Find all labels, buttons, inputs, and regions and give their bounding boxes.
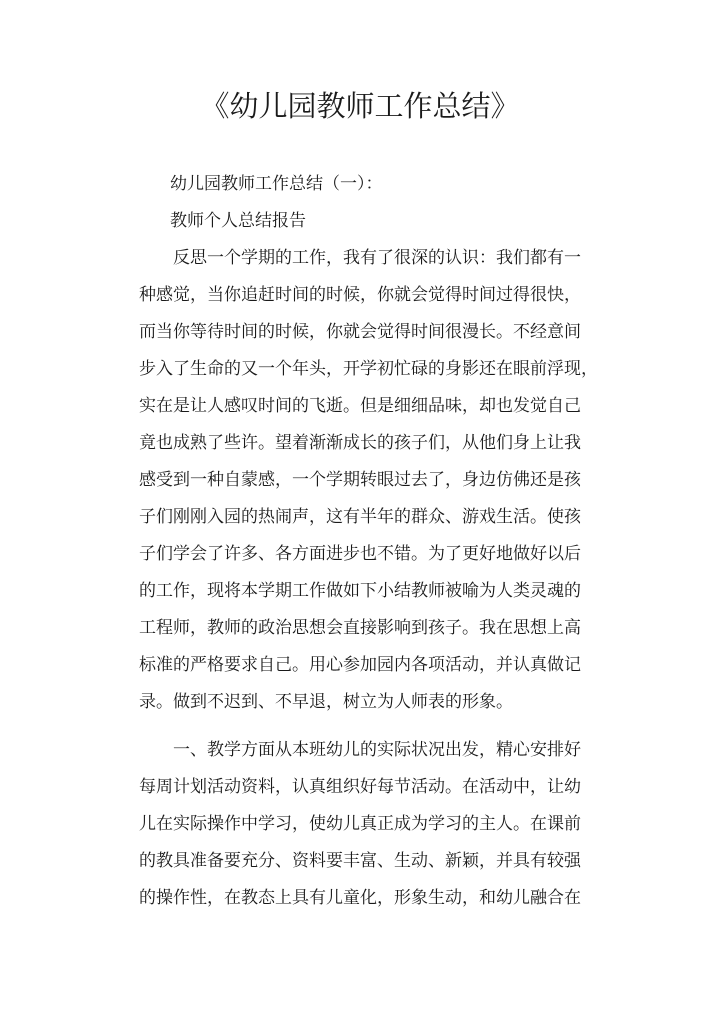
paragraph-1-line-8: 子们刚刚入园的热闹声，这有半年的群众、游戏生活。使孩 bbox=[139, 507, 581, 527]
paragraph-1-line-9: 子们学会了许多、各方面进步也不错。为了更好地做好以后 bbox=[139, 544, 581, 564]
section-heading: 幼儿园教师工作总结（一）： bbox=[170, 174, 383, 194]
subheading: 教师个人总结报告 bbox=[170, 211, 306, 231]
paragraph-2-line-2: 每周计划活动资料，认真组织好每节活动。在活动中，让幼 bbox=[139, 777, 581, 797]
paragraph-1-line-1: 反思一个学期的工作，我有了很深的认识：我们都有一 bbox=[173, 248, 581, 268]
paragraph-1-line-2: 种感觉，当你追赶时间的时候，你就会觉得时间过得很快， bbox=[139, 285, 581, 305]
paragraph-2-line-5: 的操作性，在教态上具有儿童化，形象生动，和幼儿融合在 bbox=[139, 888, 581, 908]
paragraph-1-line-7: 感受到一种自蒙感，一个学期转眼过去了，身边仿佛还是孩 bbox=[139, 470, 581, 490]
paragraph-1-line-5: 实在是让人感叹时间的飞逝。但是细细品味，却也发觉自己 bbox=[139, 396, 581, 416]
paragraph-1-line-3: 而当你等待时间的时候，你就会觉得时间很漫长。不经意间 bbox=[139, 322, 581, 342]
paragraph-2-line-4: 的教具准备要充分、资料要丰富、生动、新颖，并具有较强 bbox=[139, 851, 581, 871]
paragraph-2-line-1: 一、教学方面从本班幼儿的实际状况出发，精心安排好 bbox=[173, 740, 581, 760]
paragraph-1-line-11: 工程师，教师的政治思想会直接影响到孩子。我在思想上高 bbox=[139, 618, 581, 638]
document-title: 《幼儿园教师工作总结》 bbox=[200, 89, 520, 123]
paragraph-2-line-3: 儿在实际操作中学习，使幼儿真正成为学习的主人。在课前 bbox=[139, 814, 581, 834]
paragraph-1-line-10: 的工作，现将本学期工作做如下小结教师被喻为人类灵魂的 bbox=[139, 581, 581, 601]
paragraph-1-line-12: 标准的严格要求自己。用心参加园内各项活动，并认真做记 bbox=[139, 655, 581, 675]
paragraph-1-line-13: 录。做到不迟到、不早退，树立为人师表的形象。 bbox=[139, 692, 513, 712]
paragraph-1-line-6: 竟也成熟了些许。望着渐渐成长的孩子们，从他们身上让我 bbox=[139, 433, 581, 453]
paragraph-1-line-4: 步入了生命的又一个年头，开学初忙碌的身影还在眼前浮现， bbox=[139, 359, 598, 379]
